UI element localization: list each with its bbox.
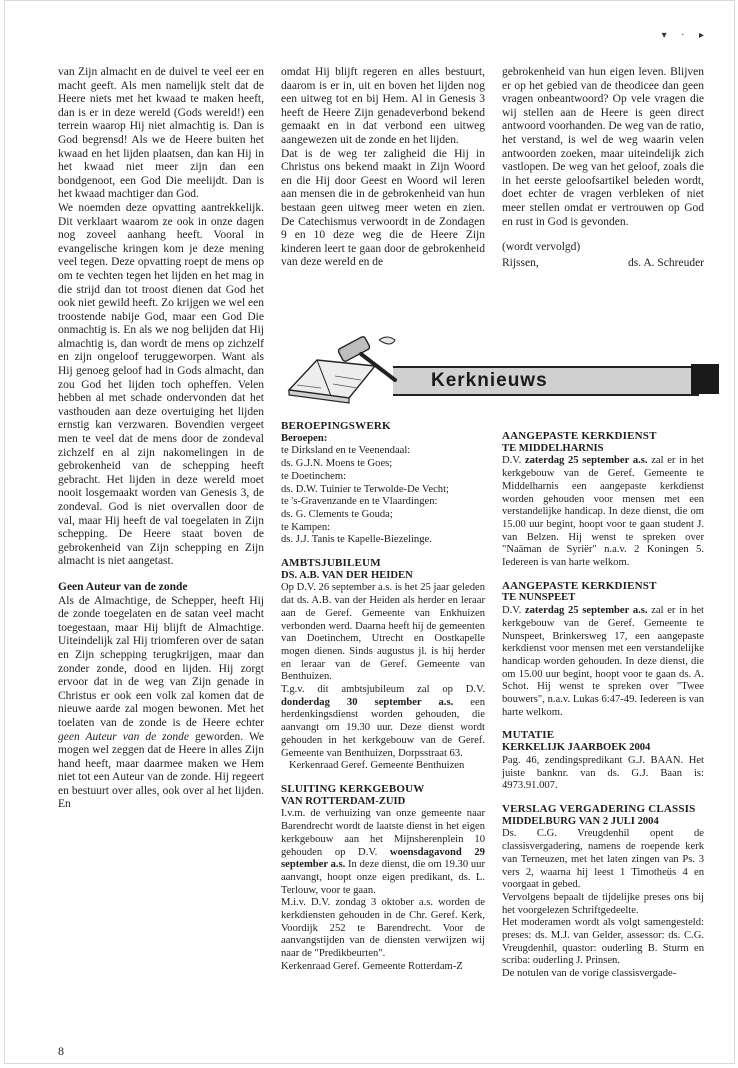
banner-title: Kerknieuws [431, 370, 548, 391]
page-number: 8 [58, 1044, 64, 1058]
emphasis-text: geen Auteur van de zonde [58, 730, 189, 743]
news-heading: AANGEPASTE KERKDIENST [502, 430, 657, 442]
news-paragraph: Vervolgens bepaalt de tijdelijke preses ons bij het voorgelezen Schriftgedeelte. [502, 891, 704, 916]
text-span: I.v.m. de verhuizing van onze gemeente naar Barendrecht wordt de laatste dienst in het eigen kerkgebouw aan het Mijnsherenplein 10 gehouden op D.V. [281, 808, 485, 858]
news-line: ds. D.W. Tuinier te Terwolde-De Vecht; [281, 483, 449, 495]
text-span: een herdenkingsdienst worden gehouden, die aanvangt om 19.30 uur. Deze dienst wordt gehouden in het kerkgebouw van de Geref. Gemeente van Benthuizen, Dorpsstraat 63. [281, 696, 485, 759]
bold-date: zaterdag 25 september a.s. [524, 605, 648, 617]
news-paragraph: M.i.v. D.V. zondag 3 oktober a.s. worden de kerkdiensten gehouden in de Chr. Geref. Kerk, Voordijk 252 te Barendrecht. Voor de aanvangstijden van de diensten verwijzen wij naar de "Predikbeurten". [281, 897, 485, 960]
news-paragraph [281, 684, 485, 760]
kerknieuws-banner [283, 330, 719, 410]
news-paragraph [502, 605, 704, 719]
news-heading: AANGEPASTE KERKDIENST [502, 579, 657, 592]
news-heading-line2: TE MIDDELHARNIS [502, 442, 604, 454]
bible-gavel-illustration-icon [283, 330, 423, 410]
news-line: te Kampen: [281, 521, 331, 533]
news-signature: Kerkenraad Geref. Gemeente Rotterdam-Z [281, 960, 463, 972]
bold-date: woensdagavond 29 september a.s. [281, 846, 485, 871]
news-heading-line2: VAN ROTTERDAM-ZUID [281, 795, 406, 807]
news-paragraph: Ds. C.G. Vreugdenhil opent de classisvergadering, namens de roepende kerk van Terneuzen, met het laten zingen van Ps. 3 vers 2, waarna hij leest 1 Timotheüs 4 en voorgaat in gebed. [502, 828, 704, 891]
text-span: T.g.v. dit ambtsjubileum zal op D.V. [281, 684, 485, 696]
news-line: te 's-Gravenzande en te Vlaardingen: [281, 496, 438, 508]
news-paragraph: Pag. 46, zendingspredikant G.J. BAAN. Het juiste banknr. van ds. G.J. Baan is: 4973.91.007. [502, 754, 704, 792]
banner-square [691, 364, 719, 394]
bold-date: donderdag 30 september a.s. [281, 696, 454, 708]
news-heading: SLUITING KERKGEBOUW [281, 782, 425, 795]
news-line: ds. J.J. Tanis te Kapelle-Biezelinge. [281, 534, 432, 546]
article-paragraph [58, 595, 264, 813]
corner-marks: ▾ · ▸ [661, 30, 710, 41]
article-column-1 [58, 66, 264, 812]
section-title: Geen Auteur van de zonde [58, 580, 188, 593]
news-paragraph [281, 808, 485, 897]
continued-note: (wordt vervolgd) [502, 241, 581, 254]
text-span: D.V. [502, 455, 525, 467]
signature-place: Rijssen, [502, 256, 539, 269]
news-heading: MUTATIE [502, 729, 555, 742]
text-span: geworden. We mogen wel zeggen dat de Heere in alles Zijn hand heeft, maar daarmee maken we Hem niet tot een Auteur van de zonde. Hij regeert en bestuurt over alles, ook over al het lijden. En [58, 730, 264, 811]
news-paragraph [502, 455, 704, 569]
news-heading-line2: MIDDELBURG VAN 2 JULI 2004 [502, 815, 659, 827]
text-span: Als de Almachtige, de Schepper, heeft Hij de zonde toegelaten en de satan veel macht toegestaan, maar Hij blijft de Almachtige. Uiteindelijk zal Hij triomferen over de satan en Zijn schepping terugkrijgen, maar dan zonder zonde, dood en lijden. Hij zorgt ervoor dat in de weg van Zijn genade in Christus er ook een volk zal komen dat de nieuwe aarde zal mogen bewonen. Met het toelaten van de zonde is de Heere echter [58, 594, 264, 729]
article-column-2 [281, 66, 485, 270]
article-paragraph: We noemden deze opvatting aantrekkelijk. Dit verklaart waarom ze ook in onze dagen nog zoveel aanhang heeft. Vooral in evangelische kringen kom je deze mening veel tegen. Deze opvatting roept de mens op om te vechten tegen het lijden en het mag in die strijd dan tot troost dienen dat God het ook niet gewild heeft. Zo krijgen we wel een troostende nabije God, maar een God Die onmachtig is. En als we nog belijden dat Hij almachtig is, dan wordt de mens op zichzelf en zijn ongeloof teruggeworpen. Want als Hij genoeg geloof had in Gods almacht, dan zou God het lijden toch opheffen. Velen hebben al met schade ondervonden dat het vasthouden aan deze overtuiging het lijden ernstig kan verzwaren. Bovendien vergeet men te veel dat de mens door de zondeval zichzelf en al zijn nakomelingen in de gebrokenheid van de schepping heeft gebracht. Het lijden in deze wereld moet nooit losgemaakt worden van Genesis 3, de zondeval. God is niet overvallen door de val, maar Hij heeft de val toegelaten in Zijn schepping. De Heere staat boven de gebrokenheid van Zijn schepping en Zijn almacht is niet aangetast. [58, 201, 264, 568]
text-span: zal er in het kerkgebouw van de Geref. Gemeente te Nunspeet, Brinkersweg 17, een aangepaste kerkdienst voor mensen met een verstandelijke handicap worden gehouden. In deze dienst, die om 15.00 uur begint, hoopt voor te gaan ds. A. Schot. Hij wenst te spreken over "Twee bouwers", n.a.v. Lukas 6:47-49. Iedereen is van harte welkom. [502, 605, 704, 718]
text-span: zal er in het kerkgebouw van de Geref. Gemeente te Middelharnis een aangepaste kerkdienst worden gehouden voor mensen met een verstandelijke handicap. In deze dienst, die om 15.00 uur begint, hoopt voor te gaan student J. van Belzen. Hij wenst te spreken over "Naäman de Syriër" n.a.v. 2 Koningen 5. Iedereen is van harte welkom. [502, 455, 704, 569]
text-span: In deze dienst, die om 19.30 uur aanvangt, hoopt onze eigen predikant, ds. L. Terlouw, voor te gaan. [281, 859, 485, 896]
news-line: te Doetinchem: [281, 470, 347, 482]
news-heading: AMBTSJUBILEUM [281, 557, 381, 570]
signature-author: ds. A. Schreuder [627, 256, 704, 269]
article-column-3 [502, 66, 704, 270]
text-span: D.V. [502, 605, 525, 617]
news-heading: VERSLAG VERGADERING CLASSIS [502, 802, 696, 815]
news-paragraph: De notulen van de vorige classisvergade- [502, 968, 677, 980]
news-line: te Dirksland en te Veenendaal: [281, 445, 411, 457]
news-line: ds. G.J.N. Moens te Goes; [281, 458, 393, 470]
news-signature: Kerkenraad Geref. Gemeente Benthuizen [289, 760, 465, 772]
news-paragraph: Op D.V. 26 september a.s. is het 25 jaar geleden dat ds. A.B. van der Heiden als herder en leraar aan de Geref. Gemeente van Enkhuizen verbonden werd. Daarna heeft hij de gemeenten van Doetinchem, Utrecht en Oostkapelle mogen dienen. Sinds augustus jl. is hij herder en leraar van de Geref. Gemeente van Benthuizen. [281, 582, 485, 683]
news-heading-line2: KERKELIJK JAARBOEK 2004 [502, 742, 651, 754]
author-signature [502, 257, 704, 271]
news-subheading: Beroepen: [281, 432, 328, 444]
news-paragraph: Het moderamen wordt als volgt samengesteld: preses: ds. M.J. van Gelder, assessor: ds. C.G. Vreugdenhil, quastor: ouderling B. Sturm en scriba: ouderling J. Prinsen. [502, 917, 704, 967]
article-paragraph: Dat is de weg ter zaligheid die Hij in Christus ons bekend maakt in Zijn Woord en die Hij door Geest en Woord wil leren aan mensen die in de gebrokenheid van hun bestaan geen uitweg meer weten en zien. De Catechismus verwoordt in de Zondagen 9 en 10 deze weg die de Heere Zijn kinderen leert te gaan door de gebrokenheid van deze wereld en de [281, 147, 485, 269]
bold-date: zaterdag 25 september a.s. [524, 455, 648, 467]
article-paragraph: omdat Hij blijft regeren en alles bestuurt, daarom is er in, uit en boven het lijden nog een uitweg tot en bij Hem. Al in Genesis 3 heeft de Heere Zijn genadeverbond bekend gemaakt en in dat verbond een uitweg aangewezen uit de zonde en het lijden. [281, 66, 485, 146]
article-paragraph: van Zijn almacht en de duivel te veel eer en macht geeft. Als men namelijk stelt dat de Heere niets met het kwaad te maken heeft, dan is er in deze wereld (Gods wereld!) een terrein waarop Hij niet almachtig is. Dan is God begrensd! Als we de Heere buiten het kwaad en het lijden plaatsen, dan kan Hij in het kwaad niet meer zijn dan een bondgenoot, een God Die meelijdt. Dan is het kwaad machtiger dan God. [58, 66, 264, 201]
news-column-right [502, 430, 704, 981]
news-line: ds. G. Clements te Gouda; [281, 508, 393, 520]
article-paragraph: gebrokenheid van hun eigen leven. Blijven er op het gebied van de theodicee dan geen vragen onbeantwoord? Op vele vragen die wij stellen aan de Heere is geen direct antwoord voorhanden. De weg van de ratio, het verstand, is wel de weg waarin velen antwoorden zoeken, maar uiteindelijk zich vastlopen. De weg van het geloof, zoals die in het eerste geloofsartikel beleden wordt, doet echter de vragen verbleken of niet meer stellen omdat er vertrouwen op God en rust in God is gevonden. [502, 66, 704, 228]
news-column-left [281, 420, 485, 974]
news-heading: BEROEPINGSWERK [281, 420, 391, 432]
news-heading-line2: DS. A.B. VAN DER HEIDEN [281, 569, 413, 581]
news-heading-line2: TE NUNSPEET [502, 592, 576, 604]
